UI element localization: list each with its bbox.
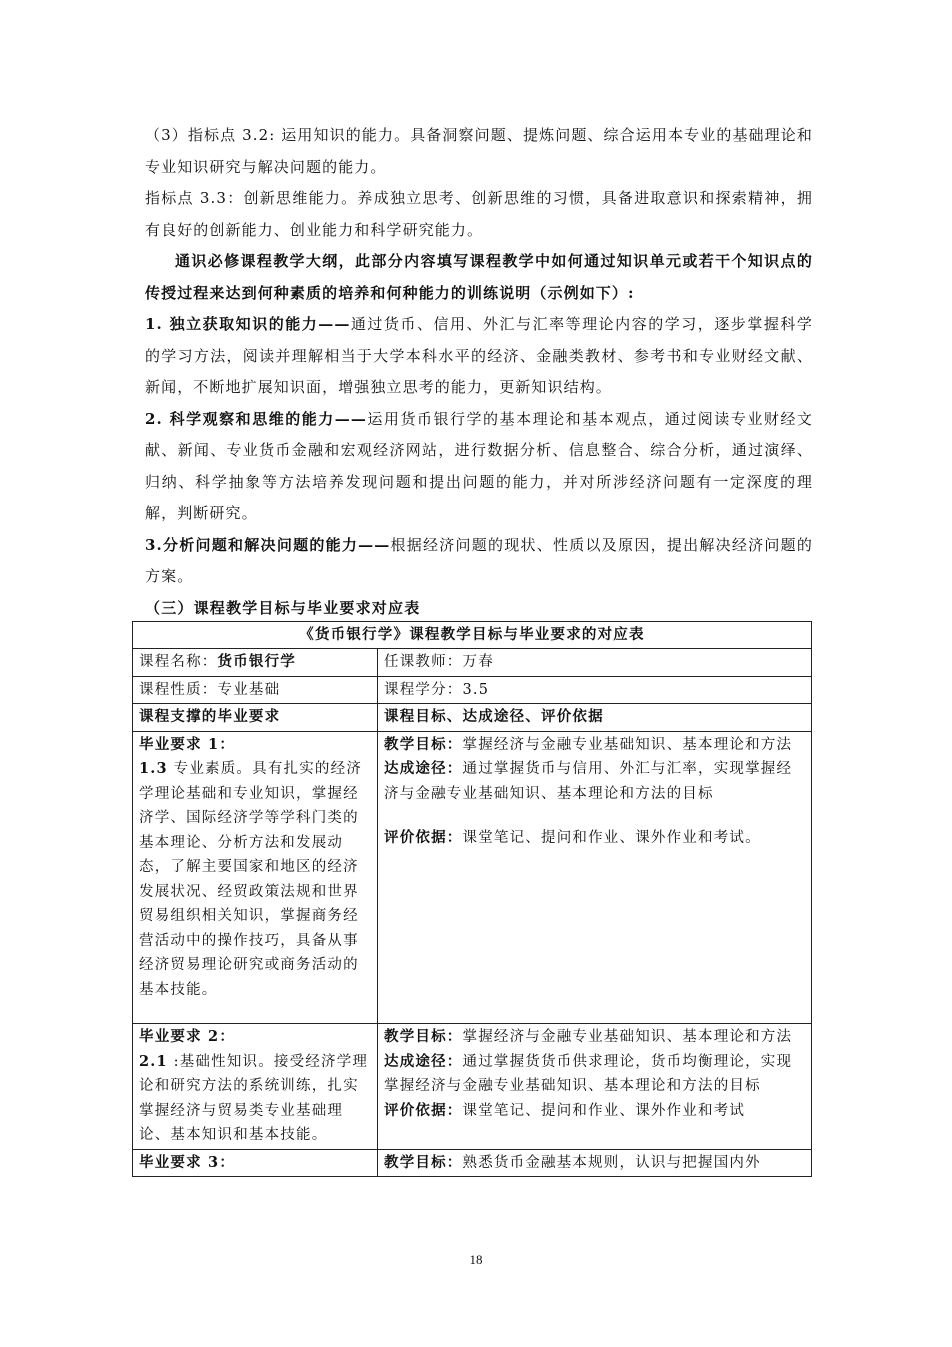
ability-1-lead: 1. 独立获取知识的能力——: [145, 315, 351, 333]
table-title: 《货币银行学》课程教学目标与毕业要求的对应表: [133, 621, 812, 649]
teaching-goal-text: 掌握经济与金融专业基础知识、基本理论和方法: [462, 736, 793, 753]
evaluation-basis-label: 评价依据：: [384, 1101, 463, 1119]
section-heading: （三）课程教学目标与毕业要求对应表: [145, 598, 421, 617]
table-header-row: [133, 704, 812, 732]
evaluation-basis-text: 课堂笔记、提问和作业、课外作业和考试: [462, 1102, 746, 1119]
ability-1-body: 通过货币、信用、外汇与汇率等理论内容的学习，逐步掌握科学的学习方法，阅读并理解相当于大学本科水平的经济、金融类教材、参考书和专业财经文献、新闻，不断地扩展知识面，增强独立思考的能力，更新知识结构。: [145, 315, 813, 396]
teaching-goal-text: 掌握经济与金融专业基础知识、基本理论和方法: [462, 1029, 793, 1045]
table-title-row: [133, 621, 812, 649]
ability-3-paragraph: [145, 530, 813, 593]
teacher-cell: 任课教师：万春: [378, 649, 812, 677]
table-row: [133, 649, 812, 677]
ability-3-lead: 3.分析问题和解决问题的能力——: [145, 535, 391, 554]
teaching-goal-label: 教学目标：: [384, 1028, 463, 1045]
ability-2-paragraph: [145, 404, 813, 530]
ability-2-body: 运用货币银行学的基本理论和基本观点，通过阅读专业财经文献、新闻、专业货币金融和宏观经济网站，进行数据分析、信息整合、综合分析，通过演绎、归纳、科学抽象等方法培养发现问题和提出问题的能力，并对所涉经济问题有一定深度的理解，判断研究。: [145, 409, 814, 522]
achievement-path-text: 通过掌握货币与信用、外汇与汇率，实现掌握经济与金融专业基础知识、基本理论和方法的目标: [384, 761, 793, 802]
requirement-cell: [133, 1149, 378, 1177]
requirement-cell: [133, 731, 378, 1024]
requirement-body: 专业素质。具有扎实的经济学理论基础和专业知识，掌握经济学、国际经济学等学科门类的基本理论、分析方法和发展动态，了解主要国家和地区的经济发展状况、经贸政策法规和世界贸易组织相关知识，掌握商务经营活动中的操作技巧，具备从事经济贸易理论研究或商务活动的基本技能。: [139, 761, 363, 998]
table-row: [133, 1149, 812, 1177]
objective-cell: [378, 1024, 812, 1150]
requirement-body: :基础性知识。接受经济学理论和研究方法的系统训练，扎实掌握经济与贸易类专业基础理论、基本知识和基本技能。: [139, 1053, 369, 1143]
teaching-goal-text: 熟悉货币金融基本规则，认识与把握国内外: [462, 1154, 761, 1171]
teaching-goal: [384, 1025, 805, 1050]
ability-2-lead: 2. 科学观察和思维的能力——: [145, 409, 367, 428]
requirement-title: 毕业要求 1：: [139, 735, 236, 753]
instruction-paragraph: 通识必修课程教学大纲，此部分内容填写课程教学中如何通过知识单元或若干个知识点的传授过程来达到何种素质的培养和何种能力的训练说明（示例如下）:: [145, 252, 813, 302]
spacer: [384, 806, 805, 826]
achievement-path: [384, 757, 805, 806]
achievement-path-text: 通过掌握货货币供求理论，货币均衡理论，实现掌握经济与金融专业基础知识、基本理论和方法的目标: [384, 1053, 793, 1094]
teaching-goal: [384, 733, 805, 758]
requirement-point: 1.3: [139, 760, 168, 777]
table-row: [133, 731, 812, 1024]
page-content: [139, 120, 814, 1177]
evaluation-basis: [384, 826, 805, 851]
table-row: [133, 1024, 812, 1150]
evaluation-basis-text: 课堂笔记、提问和作业、课外作业和考试。: [462, 830, 761, 846]
column-header-requirements: 课程支撑的毕业要求: [133, 704, 378, 732]
indicator-3-3-paragraph: 指标点 3.3：创新思维能力。养成独立思考、创新思维的习惯，具备进取意识和探索精神，拥有良好的创新能力、创业能力和科学研究能力。: [145, 189, 813, 239]
objective-cell: [378, 731, 812, 1024]
course-name-value: 货币银行学: [217, 653, 296, 670]
teaching-goal-label: 教学目标：: [384, 735, 463, 753]
indicator-3-2-paragraph: （3）指标点 3.2: 运用知识的能力。具备洞察问题、提炼问题、综合运用本专业的基础理论和专业知识研究与解决问题的能力。: [145, 126, 813, 176]
table-row: [133, 676, 812, 704]
requirement-cell: [133, 1024, 378, 1150]
column-header-objectives: 课程目标、达成途径、评价依据: [378, 704, 812, 732]
requirement-text: [139, 1050, 371, 1148]
requirement-title: 毕业要求 3：: [139, 1153, 236, 1171]
page-number: 18: [469, 1252, 483, 1267]
course-name-cell: [133, 649, 378, 677]
objectives-table: [132, 621, 812, 1178]
evaluation-basis: [384, 1099, 805, 1124]
teaching-goal: [384, 1151, 805, 1176]
course-credits-cell: 课程学分：3.5: [378, 676, 812, 704]
achievement-path-label: 达成途径：: [384, 760, 463, 777]
course-nature-cell: 课程性质：专业基础: [133, 676, 378, 704]
requirement-title: 毕业要求 2：: [139, 1028, 236, 1045]
course-name-label: 课程名称：: [139, 654, 218, 670]
spacer: [139, 1002, 371, 1022]
achievement-path-label: 达成途径：: [384, 1052, 463, 1070]
achievement-path: [384, 1050, 805, 1099]
teaching-goal-label: 教学目标：: [384, 1153, 463, 1171]
requirement-text: [139, 757, 371, 1002]
requirement-point: 2.1: [139, 1052, 168, 1070]
ability-3-body: 根据经济问题的现状、性质以及原因，提出解决经济问题的方案。: [145, 535, 813, 585]
objective-cell: [378, 1149, 812, 1177]
evaluation-basis-label: 评价依据：: [384, 829, 463, 846]
ability-1-paragraph: [145, 309, 813, 404]
